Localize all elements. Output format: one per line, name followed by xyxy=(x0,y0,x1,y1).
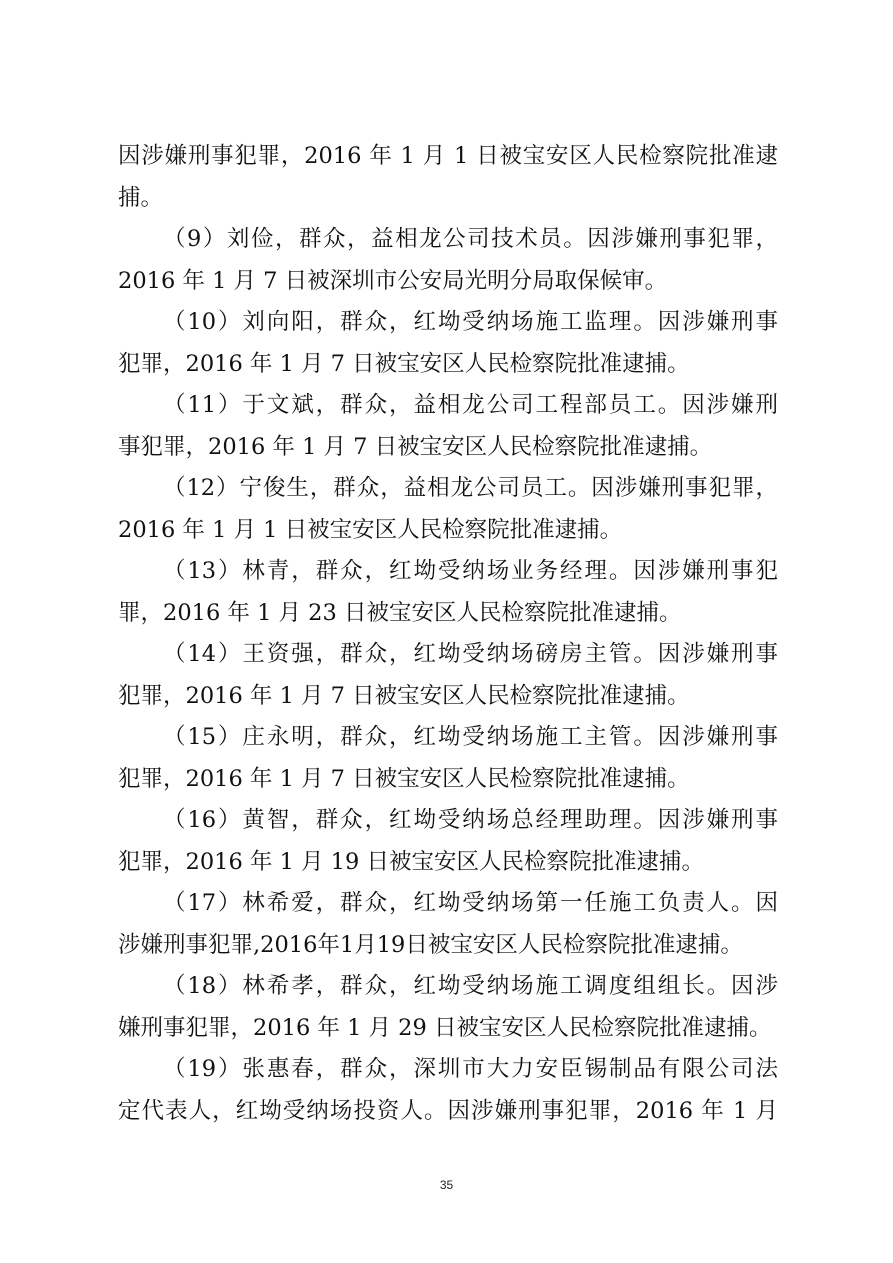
text-line: 犯罪，2016 年 1 月 7 日被宝安区人民检察院批准逮捕。 xyxy=(118,682,690,709)
text-line: （18）林希孝，群众，红坳受纳场施工调度组组长。因涉 xyxy=(163,973,778,999)
text-line: （17）林希爱，群众，红坳受纳场第一任施工负责人。因 xyxy=(163,890,778,916)
text-line: 因涉嫌刑事犯罪，2016 年 1 月 1 日被宝安区人民检察院批准逮 xyxy=(118,143,778,169)
text-line: （10）刘向阳，群众，红坳受纳场施工监理。因涉嫌刑事 xyxy=(163,309,778,335)
text-line: 犯罪，2016 年 1 月 7 日被宝安区人民检察院批准逮捕。 xyxy=(118,350,690,377)
text-line: （11）于文斌，群众，益相龙公司工程部员工。因涉嫌刑 xyxy=(163,392,778,418)
text-line: 犯罪，2016 年 1 月 19 日被宝安区人民检察院批准逮捕。 xyxy=(118,848,704,875)
text-line: 涉嫌刑事犯罪,2016年1月19日被宝安区人民检察院批准逮捕。 xyxy=(118,931,743,958)
text-line: 定代表人，红坳受纳场投资人。因涉嫌刑事犯罪，2016 年 1 月 xyxy=(118,1097,778,1124)
text-line: 2016 年 1 月 7 日被深圳市公安局光明分局取保候审。 xyxy=(118,267,668,294)
text-line: （14）王资强，群众，红坳受纳场磅房主管。因涉嫌刑事 xyxy=(163,641,778,667)
text-line: （9）刘俭，群众，益相龙公司技术员。因涉嫌刑事犯罪， xyxy=(163,226,778,252)
text-line: （13）林青，群众，红坳受纳场业务经理。因涉嫌刑事犯 xyxy=(163,558,778,584)
text-line: （15）庄永明，群众，红坳受纳场施工主管。因涉嫌刑事 xyxy=(163,724,778,750)
text-line: 事犯罪，2016 年 1 月 7 日被宝安区人民检察院批准逮捕。 xyxy=(118,433,713,460)
text-line: 犯罪，2016 年 1 月 7 日被宝安区人民检察院批准逮捕。 xyxy=(118,765,690,792)
text-line: （19）张惠春，群众，深圳市大力安臣锡制品有限公司法 xyxy=(163,1056,778,1082)
text-line: 捕。 xyxy=(118,184,164,211)
text-line: 2016 年 1 月 1 日被宝安区人民检察院批准逮捕。 xyxy=(118,516,623,543)
page-number: 35 xyxy=(439,1178,454,1192)
text-line: 嫌刑事犯罪，2016 年 1 月 29 日被宝安区人民检察院批准逮捕。 xyxy=(118,1014,772,1041)
text-line: （16）黄智，群众，红坳受纳场总经理助理。因涉嫌刑事 xyxy=(163,807,778,833)
text-line: 罪，2016 年 1 月 23 日被宝安区人民检察院批准逮捕。 xyxy=(118,599,682,626)
document-body xyxy=(118,136,778,1132)
text-line: （12）宁俊生，群众，益相龙公司员工。因涉嫌刑事犯罪， xyxy=(163,475,778,501)
